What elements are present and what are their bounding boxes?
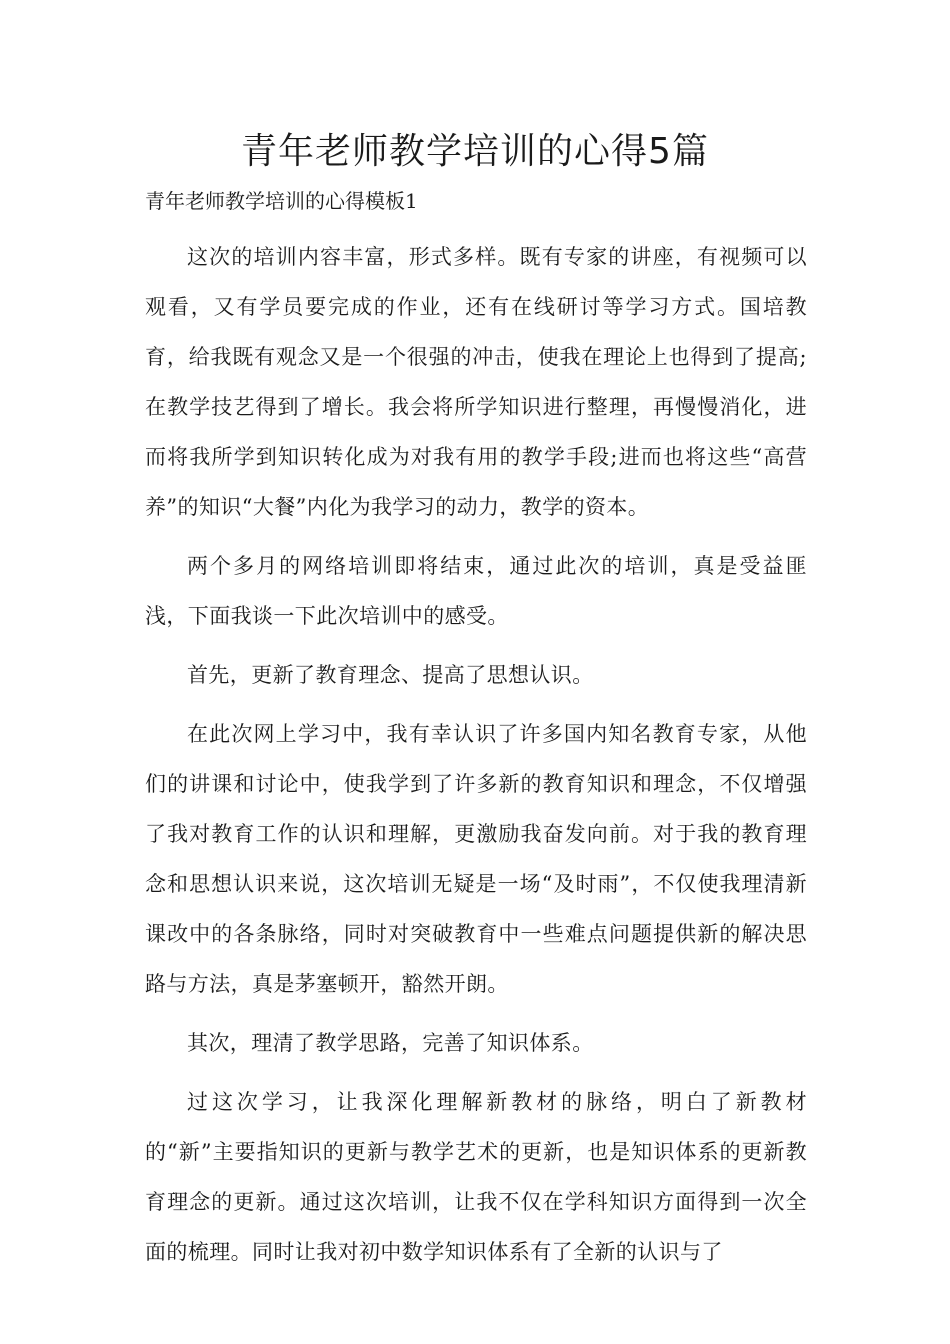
paragraph: 其次，理清了教学思路，完善了知识体系。 [187,1031,594,1055]
document-body [145,232,807,1286]
document-title: 青年老师教学培训的心得5篇 [241,131,709,172]
paragraph: 首先，更新了教育理念、提高了思想认识。 [187,663,594,687]
paragraph: 在此次网上学习中，我有幸认识了许多国内知名教育专家，从他们的讲课和讨论中，使我学到了许多新的教育知识和理念，不仅增强了我对教育工作的认识和理解，更激励我奋发向前。对于我的教育理念和思想认识来说，这次培训无疑是一场“及时雨”，不仅使我理清新课改中的各条脉络，同时对突破教育中一些难点问题提供新的解决思路与方法，真是茅塞顿开，豁然开朗。 [145,722,807,996]
document-subtitle: 青年老师教学培训的心得模板1 [145,189,418,213]
paragraph: 两个多月的网络培训即将结束，通过此次的培训，真是受益匪浅，下面我谈一下此次培训中的感受。 [145,554,807,628]
paragraph: 过这次学习，让我深化理解新教材的脉络，明白了新教材的“新”主要指知识的更新与教学艺术的更新，也是知识体系的更新教育理念的更新。通过这次培训，让我不仅在学科知识方面得到一次全面的梳理。同时让我对初中数学知识体系有了全新的认识与了 [145,1090,807,1264]
paragraph: 这次的培训内容丰富，形式多样。既有专家的讲座，有视频可以观看，又有学员要完成的作业，还有在线研讨等学习方式。国培教育，给我既有观念又是一个很强的冲击，使我在理论上也得到了提高;在教学技艺得到了增长。我会将所学知识进行整理，再慢慢消化，进而将我所学到知识转化成为对我有用的教学手段;进而也将这些“高营养”的知识“大餐”内化为我学习的动力，教学的资本。 [145,245,807,519]
